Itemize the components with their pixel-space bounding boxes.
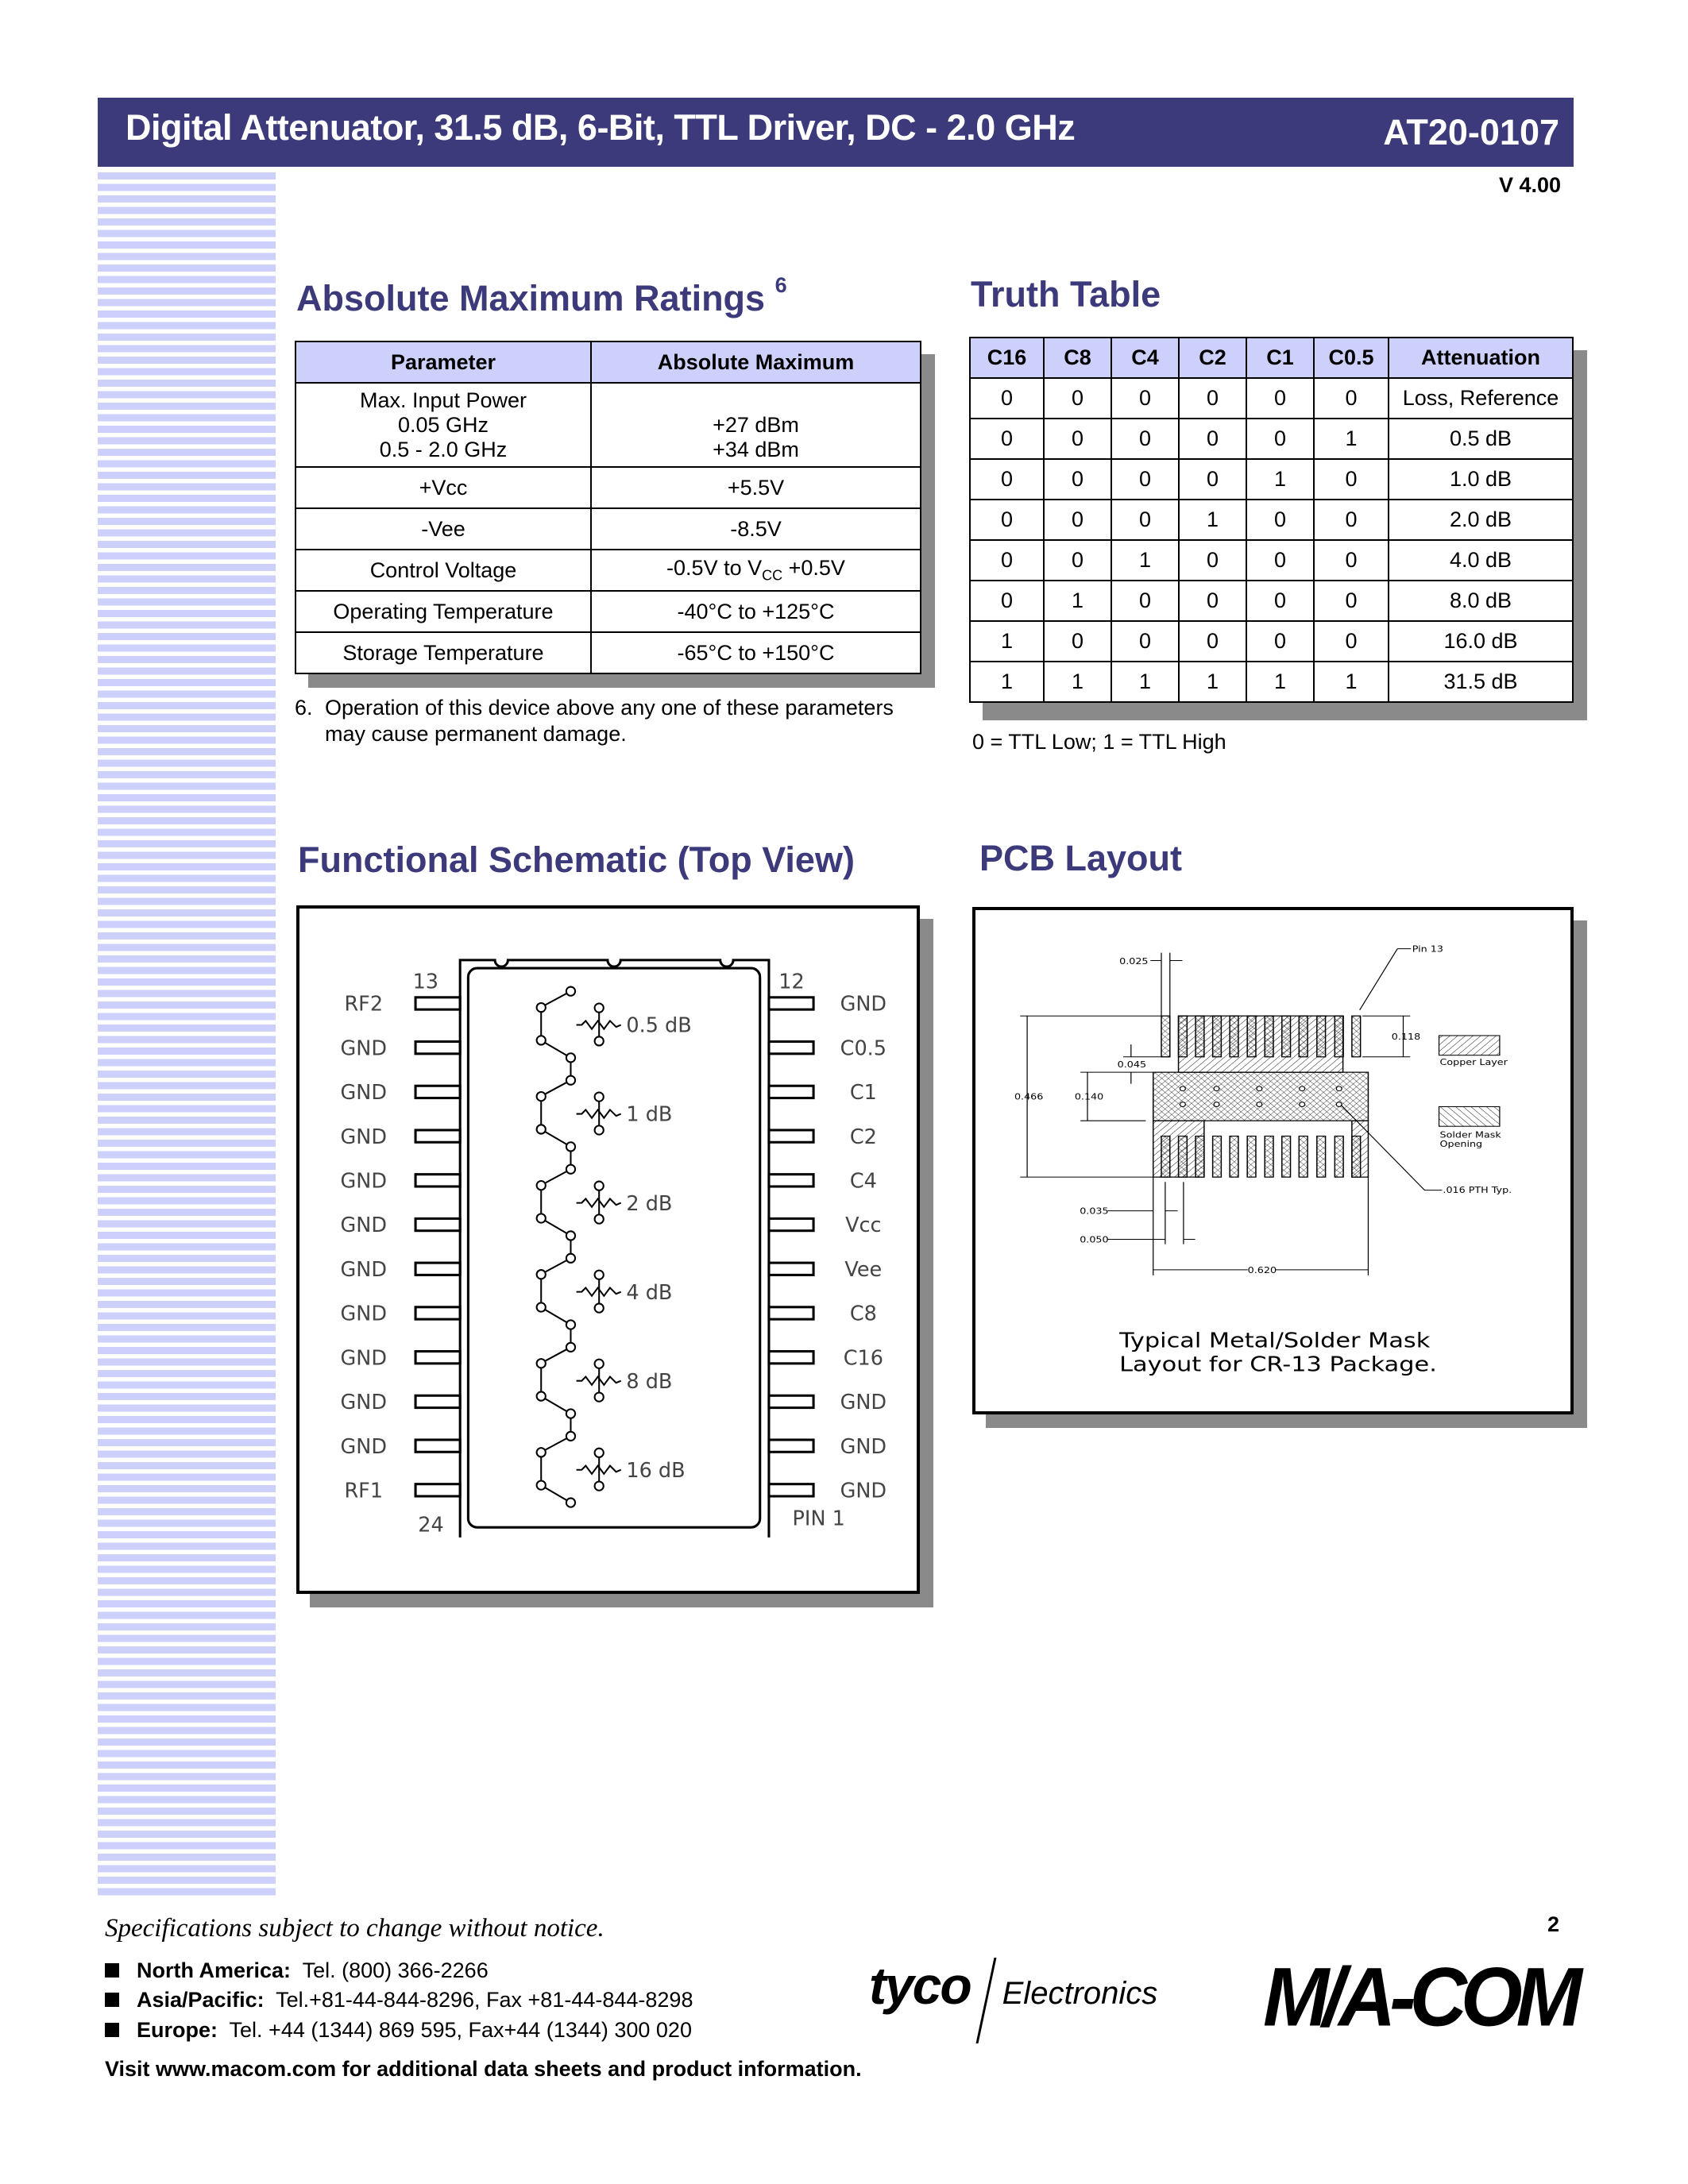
pin-label-left: GND <box>340 1257 387 1282</box>
pin-number: 12 <box>778 970 805 994</box>
package-inner <box>468 968 759 1527</box>
visit-link-text: Visit www.macom.com for additional data sheets and product information. <box>105 2057 862 2081</box>
col-header: C0.5 <box>1314 338 1389 378</box>
pin-right <box>769 1484 813 1496</box>
tyco-logo: tyco Electronics <box>869 1955 1157 2043</box>
switch-node <box>537 1302 546 1311</box>
page-number: 2 <box>1547 1912 1560 1936</box>
dim-label: 0.118 <box>1391 1031 1421 1042</box>
pin-label-left: GND <box>340 1391 387 1415</box>
pin-label-right: GND <box>840 1391 887 1415</box>
table-row <box>295 632 921 673</box>
table-cell: 8.0 dB <box>1389 581 1573 621</box>
via-hole <box>1214 1102 1219 1107</box>
document-title: Digital Attenuator, 31.5 dB, 6-Bit, TTL Driver, DC - 2.0 GHz <box>126 107 1076 148</box>
pin-label-right: GND <box>840 1434 887 1459</box>
pin-label-left: GND <box>340 1036 387 1061</box>
table-row <box>295 467 921 508</box>
footnote-number: 6. <box>295 696 313 720</box>
pad <box>1230 1016 1238 1057</box>
pad <box>1265 1136 1273 1178</box>
table-cell: 16.0 dB <box>1389 621 1573 662</box>
table-cell: 4.0 dB <box>1389 540 1573 581</box>
table-row <box>970 581 1573 621</box>
pin-right <box>769 1307 813 1319</box>
pin-label-left: RF2 <box>344 992 384 1017</box>
pin-label-right: GND <box>840 1479 887 1503</box>
ratings-table <box>295 341 921 674</box>
pin13-label: Pin 13 <box>1412 943 1443 955</box>
pad <box>1179 1016 1188 1057</box>
pin-label-right: Vcc <box>845 1214 882 1238</box>
pcb-caption: Layout for CR-13 Package. <box>1119 1352 1437 1377</box>
pin-label-right: Vee <box>844 1257 883 1282</box>
table-cell: 1 <box>1246 459 1314 500</box>
pin-left <box>415 997 460 1009</box>
table-cell: 0 <box>1044 540 1111 581</box>
tap-node <box>595 1125 604 1134</box>
dim-label: 0.035 <box>1080 1206 1109 1217</box>
pad <box>1196 1016 1204 1057</box>
dim-label: 0.466 <box>1014 1091 1044 1102</box>
pad <box>1352 1136 1361 1178</box>
table-cell: 0 <box>1246 540 1314 581</box>
pin-number: 13 <box>412 970 439 994</box>
param-cell: -Vee <box>295 508 591 550</box>
table-cell: 0 <box>970 581 1044 621</box>
stage-label: 4 dB <box>626 1280 673 1305</box>
pin-right <box>769 1352 813 1364</box>
table-cell: 0 <box>1044 378 1111 419</box>
table-row <box>970 662 1573 702</box>
table-cell: 0 <box>970 459 1044 500</box>
table-cell: 0 <box>1179 621 1246 662</box>
col-header: C2 <box>1179 338 1246 378</box>
pin-label-right: C4 <box>849 1169 877 1194</box>
table-cell: 0 <box>1044 419 1111 459</box>
table-cell: 0 <box>970 500 1044 540</box>
pad <box>1179 1136 1188 1178</box>
table-cell: 0 <box>1111 378 1179 419</box>
table-cell: 0 <box>1111 500 1179 540</box>
pad <box>1335 1016 1343 1057</box>
pin-left <box>415 1352 460 1364</box>
table-cell: 0 <box>1179 459 1246 500</box>
via-hole <box>1300 1102 1305 1107</box>
pcb-layout-drawing <box>975 910 1570 1411</box>
switch-node <box>566 1053 575 1062</box>
table-cell: 0 <box>1246 500 1314 540</box>
pin-right <box>769 1263 813 1275</box>
legend-mask-swatch <box>1439 1106 1500 1126</box>
table-cell: 31.5 dB <box>1389 662 1573 702</box>
via-hole <box>1336 1086 1342 1091</box>
legend-mask-label: Solder Mask <box>1439 1129 1501 1140</box>
tap-node <box>595 1449 604 1457</box>
table-cell: 0 <box>1179 540 1246 581</box>
pad <box>1213 1136 1222 1178</box>
dim-label: 0.050 <box>1080 1234 1109 1245</box>
value-cell: +5.5V <box>591 467 921 508</box>
pin-left <box>415 1218 460 1230</box>
pad <box>1282 1136 1291 1178</box>
version: V 4.00 <box>1498 173 1561 197</box>
switch-node <box>537 1036 546 1044</box>
truth-table-legend: 0 = TTL Low; 1 = TTL High <box>972 730 1226 754</box>
pad <box>1282 1016 1291 1057</box>
col-header: C16 <box>970 338 1044 378</box>
table-cell: 0 <box>1314 500 1389 540</box>
pin-right <box>769 997 813 1009</box>
decorative-stripes <box>98 172 276 1900</box>
pin-label-left: GND <box>340 1302 387 1326</box>
package-outline <box>460 960 769 1538</box>
table-row <box>970 621 1573 662</box>
pin-left <box>415 1042 460 1054</box>
pin-label-right: C2 <box>849 1125 877 1149</box>
pad <box>1317 1136 1326 1178</box>
table-cell: Loss, Reference <box>1389 378 1573 419</box>
table-cell: 0 <box>1179 378 1246 419</box>
pin-label-left: GND <box>340 1214 387 1238</box>
truth-table <box>969 337 1574 703</box>
param-cell: Operating Temperature <box>295 591 591 632</box>
table-row <box>970 378 1573 419</box>
switch-node <box>537 1480 546 1489</box>
table-cell: 0 <box>1044 500 1111 540</box>
table-cell: 0 <box>1246 581 1314 621</box>
value-cell: +27 dBm +34 dBm <box>591 383 921 467</box>
table-row <box>295 550 921 591</box>
pin-label-left: GND <box>340 1125 387 1149</box>
table-cell: 0 <box>1044 459 1111 500</box>
table-cell: 1 <box>1179 662 1246 702</box>
table-cell: 0 <box>1111 581 1179 621</box>
pad <box>1265 1016 1273 1057</box>
table-cell: 0 <box>1044 621 1111 662</box>
tap-node <box>595 1093 604 1102</box>
pin-label-right: C16 <box>843 1346 883 1371</box>
via-hole <box>1214 1086 1219 1091</box>
col-header: Attenuation <box>1389 338 1573 378</box>
tap-node <box>595 1003 604 1012</box>
table-cell: 0 <box>1111 459 1179 500</box>
switch-node <box>537 1391 546 1400</box>
table-cell: 1 <box>1179 500 1246 540</box>
pad <box>1299 1016 1308 1057</box>
pin-left <box>415 1395 460 1407</box>
disclaimer: Specifications subject to change without notice. <box>105 1914 605 1943</box>
col-header: C8 <box>1044 338 1111 378</box>
tap-node <box>595 1482 604 1491</box>
pin-label-right: GND <box>840 992 887 1017</box>
pin-left <box>415 1440 460 1452</box>
footnote-text: Operation of this device above any one of these parameters may cause permanent damage. <box>325 696 894 746</box>
pin-right <box>769 1218 813 1230</box>
pad <box>1299 1136 1308 1178</box>
switch-node <box>537 1359 546 1368</box>
tap-node <box>595 1303 604 1312</box>
param-cell: Max. Input Power 0.05 GHz 0.5 - 2.0 GHz <box>295 383 591 467</box>
pin-left <box>415 1086 460 1098</box>
macom-logo: M/A-COM <box>1263 1951 1576 2044</box>
switch-node <box>566 1076 575 1085</box>
table-cell: 1.0 dB <box>1389 459 1573 500</box>
tap-node <box>595 1392 604 1401</box>
pin-label-right: C0.5 <box>840 1036 887 1061</box>
pin-label-left: GND <box>340 1169 387 1194</box>
value-cell: -40°C to +125°C <box>591 591 921 632</box>
table-row <box>295 508 921 550</box>
pad <box>1230 1136 1238 1178</box>
pin-label-right: C8 <box>849 1302 877 1326</box>
col-header: Absolute Maximum <box>591 341 921 383</box>
switch-node <box>537 1125 546 1133</box>
stage-label: 2 dB <box>626 1191 673 1216</box>
pad <box>1161 1136 1170 1178</box>
pin-label-left: RF1 <box>344 1479 384 1503</box>
switch-node <box>566 1165 575 1174</box>
table-row <box>970 419 1573 459</box>
value-cell: -0.5V to $V_{CC} +0.5V$ <box>591 550 921 591</box>
switch-node <box>537 1003 546 1012</box>
pad <box>1352 1016 1361 1057</box>
switch-node <box>566 1231 575 1240</box>
dim-label: 0.140 <box>1074 1091 1104 1102</box>
table-cell: 1 <box>970 662 1044 702</box>
dim-label: 0.045 <box>1117 1059 1147 1070</box>
pad <box>1317 1016 1326 1057</box>
table-cell: 1 <box>1111 540 1179 581</box>
part-number: AT20-0107 <box>1383 112 1559 152</box>
pin-left <box>415 1175 460 1187</box>
pin-left <box>415 1307 460 1319</box>
col-header: C4 <box>1111 338 1179 378</box>
table-row <box>970 500 1573 540</box>
pin-number: PIN 1 <box>792 1507 845 1531</box>
table-cell: 0 <box>970 540 1044 581</box>
value-cell: -65°C to +150°C <box>591 632 921 673</box>
tap-node <box>595 1182 604 1190</box>
table-cell: 0 <box>1314 459 1389 500</box>
contact-asia-pacific: Asia/Pacific: Tel.+81-44-844-8296, Fax +81-44-844-8298 <box>105 1988 693 2012</box>
switch-node <box>566 1254 575 1263</box>
table-row <box>295 383 921 467</box>
pin-left <box>415 1484 460 1496</box>
tap-node <box>595 1036 604 1045</box>
tap-node <box>595 1214 604 1223</box>
functional-schematic <box>294 905 929 1541</box>
pad <box>1213 1016 1222 1057</box>
schematic-heading: Functional Schematic (Top View) <box>298 839 855 880</box>
via-hole <box>1257 1102 1262 1107</box>
col-header: C1 <box>1246 338 1314 378</box>
table-cell: 0 <box>970 378 1044 419</box>
via-hole <box>1336 1102 1342 1107</box>
dim-label: 0.025 <box>1119 956 1149 967</box>
switch-node <box>566 987 575 996</box>
stage-label: 8 dB <box>626 1369 673 1394</box>
pin-right <box>769 1440 813 1452</box>
pin-label-left: GND <box>340 1346 387 1371</box>
table-cell: 0 <box>1179 419 1246 459</box>
dim-label: 0.620 <box>1247 1264 1277 1275</box>
table-row <box>295 591 921 632</box>
table-cell: 0 <box>1314 621 1389 662</box>
pin-label-left: GND <box>340 1081 387 1106</box>
pad <box>1247 1136 1256 1178</box>
pin-label-right: C1 <box>849 1081 877 1106</box>
pth-label: .016 PTH Typ. <box>1443 1184 1512 1195</box>
pin-right <box>769 1042 813 1054</box>
ratings-heading: Absolute Maximum Ratings $^6$ <box>296 273 787 318</box>
table-cell: 0 <box>1179 581 1246 621</box>
pin-right <box>769 1175 813 1187</box>
pcb-heading: PCB Layout <box>979 838 1183 878</box>
table-cell: 0 <box>1314 581 1389 621</box>
switch-node <box>566 1432 575 1441</box>
pad <box>1247 1016 1256 1057</box>
ground-block <box>1153 1072 1369 1121</box>
table-cell: 0 <box>1111 621 1179 662</box>
tap-node <box>595 1271 604 1279</box>
switch-node <box>566 1498 575 1507</box>
truth-table-heading: Truth Table <box>971 274 1161 314</box>
switch-node <box>537 1448 546 1457</box>
switch-node <box>566 1343 575 1352</box>
table-cell: 0 <box>1111 419 1179 459</box>
pin-right <box>769 1395 813 1407</box>
contact-europe: Europe: Tel. +44 (1344) 869 595, Fax+44 (1344) 300 020 <box>105 2018 692 2043</box>
table-cell: 0 <box>1246 621 1314 662</box>
legend-mask-label: Opening <box>1439 1139 1483 1149</box>
legend-copper-swatch <box>1439 1036 1500 1055</box>
pad <box>1196 1136 1204 1178</box>
switch-node <box>566 1320 575 1329</box>
switch-node <box>537 1181 546 1190</box>
tap-node <box>595 1360 604 1368</box>
pad <box>1161 1016 1170 1057</box>
stage-label: 1 dB <box>626 1102 673 1127</box>
table-cell: 1 <box>1314 662 1389 702</box>
table-cell: 1 <box>1314 419 1389 459</box>
table-cell: 1 <box>1111 662 1179 702</box>
switch-node <box>537 1214 546 1222</box>
table-cell: 1 <box>1246 662 1314 702</box>
table-cell: 0 <box>1314 378 1389 419</box>
stage-label: 0.5 dB <box>626 1013 692 1038</box>
pcb-caption: Typical Metal/Solder Mask <box>1119 1328 1431 1352</box>
table-cell: 0 <box>1314 540 1389 581</box>
table-cell: 1 <box>1044 662 1111 702</box>
value-cell: -8.5V <box>591 508 921 550</box>
switch-node <box>566 1409 575 1418</box>
pin-left <box>415 1263 460 1275</box>
table-cell: 1 <box>1044 581 1111 621</box>
pin-right <box>769 1086 813 1098</box>
via-hole <box>1257 1086 1262 1091</box>
table-row <box>970 540 1573 581</box>
via-hole <box>1180 1102 1185 1107</box>
switch-node <box>537 1092 546 1101</box>
pin-right <box>769 1130 813 1142</box>
via-hole <box>1180 1086 1185 1091</box>
table-cell: 0 <box>1246 419 1314 459</box>
switch-node <box>537 1270 546 1279</box>
pin-left <box>415 1130 460 1142</box>
title-bar <box>98 98 1574 167</box>
table-cell: 0 <box>1246 378 1314 419</box>
pin-number: 24 <box>418 1513 444 1538</box>
table-cell: 0.5 dB <box>1389 419 1573 459</box>
table-cell: 0 <box>970 419 1044 459</box>
legend-copper-label: Copper Layer <box>1439 1057 1508 1067</box>
switch-node <box>566 1142 575 1151</box>
table-cell: 2.0 dB <box>1389 500 1573 540</box>
stage-label: 16 dB <box>626 1458 686 1483</box>
param-cell: Storage Temperature <box>295 632 591 673</box>
param-cell: Control Voltage <box>295 550 591 591</box>
via-hole <box>1300 1086 1305 1091</box>
table-row <box>970 459 1573 500</box>
table-cell: 1 <box>970 621 1044 662</box>
pin-label-left: GND <box>340 1434 387 1459</box>
contact-north-america: North America: Tel. (800) 366-2266 <box>105 1958 489 1983</box>
col-header: Parameter <box>295 341 591 383</box>
pad <box>1335 1136 1343 1178</box>
param-cell: +Vcc <box>295 467 591 508</box>
